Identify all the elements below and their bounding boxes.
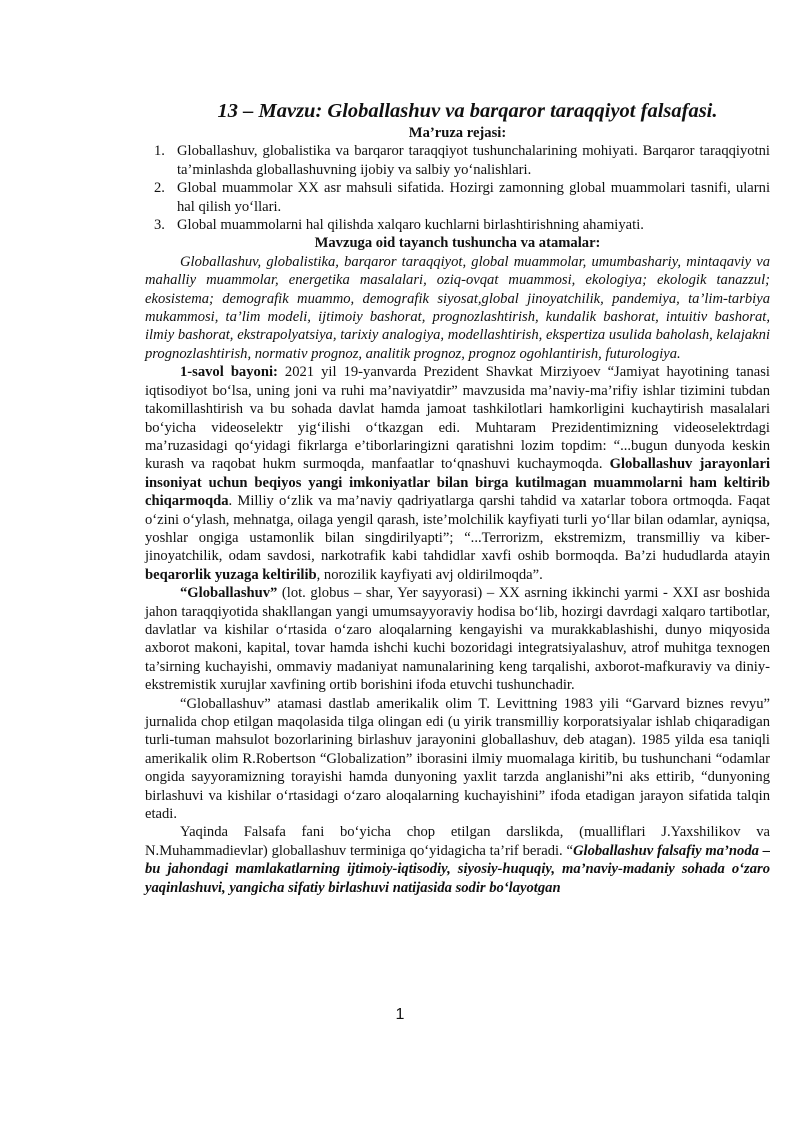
page-content <box>145 98 770 897</box>
paragraph-text: (lot. globus – shar, Yer sayyorasi) – XX asrning ikkinchi yarmi - XXI asr boshida jahon taraqqiyotida shakllangan yangi umumsayyoraviy hodisa bo‘lib, hozirgi davrdagi xalqaro tartibotlar, davlatlar va kishilar o‘rtasida o‘zaro aloqalarning kengayishi va murakkablashishi, dunyo miqyosida axborot makoni, kapital, tovar hamda ishchi kuchi bozoridagi integratsiyalashuv, atrof muhitga texnogen ta’sirning kuchayishi, ommaviy madaniyat namunalarining keng tarqalishi, axborot-mafkuraviy va diniy-ekstremistik xurujlar xavfining ortib borishini ifoda etuvchi tushunchadir. <box>145 585 770 694</box>
plan-item-number: 2. <box>154 180 165 197</box>
plan-heading: Ma’ruza rejasi: <box>408 125 507 141</box>
plan-item-text: Global muammolarni hal qilishda xalqaro kuchlarni birlashtirishning ahamiyati. <box>177 217 644 234</box>
bold-quote: Globallashuv jarayonlari insoniyat uchun beqiyos yangi imkoniyatlar bilan birga kutilmagan muammolarni ham keltirib chiqarmoqda <box>145 456 770 510</box>
question-1-paragraph <box>145 363 770 584</box>
paragraph-text: , norozilik kayfiyati avj oldirilmoqda”. <box>316 566 543 583</box>
paragraph-text: Yaqinda Falsafa fani bo‘yicha chop etilgan darslikda, (mualliflari J.Yaxshilikov va N.Muhammadievlar) globallashuv terminiga qo‘yidagicha ta’rif beradi. “ <box>145 824 770 859</box>
term-lead: “Globallashuv” <box>180 585 278 602</box>
plan-item-number: 3. <box>154 217 165 234</box>
lecture-title: 13 – Mavzu: Globallashuv va barqaror taraqqiyot falsafasi. <box>217 100 718 122</box>
globalization-definition-paragraph <box>145 584 770 694</box>
plan-item-text: Globallashuv, globalistika va barqaror taraqqiyot tushunchalarining mohiyati. Barqaror taraqqiyotni ta’minlashda globallashuvning ijobiy va salbiy yo‘nalishlari. <box>177 143 770 178</box>
plan-item <box>145 142 770 179</box>
plan-item <box>145 179 770 216</box>
definition-quote: Globallashuv falsafiy ma’noda – bu jahondagi mamlakatlarning ijtimoiy-iqtisodiy, siyosiy-huquqiy, ma’naviy-madaniy sohada o‘zaro yaqinlashuvi, yangicha sifatiy birlashuvi natijasida sodir bo‘layotgan <box>145 842 771 896</box>
plan-item-text: Global muammolar XX asr mahsuli sifatida. Hozirgi zamonning global muammolari tasnifi, ularni hal qilish yo‘llari. <box>177 180 770 215</box>
plan-item <box>145 216 770 234</box>
paragraph-text: . Milliy o‘zlik va ma’naviy qadriyatlarga qarshi tahdid va xatarlar tobora ortmoqda. Faqat o‘zini o‘ylash, mehnatga, oilaga yengil qarash, iste’molchilik kayfiyati turli yo‘llar bilan odamlar, ayniqsa, yoshlar ongiga ustamonlik bilan singdirilyapti”; “...Terrorizm, ekstremizm, transmilliy va kiber-jinoyatchilik, odam savdosi, narkotrafik kabi tahdidlar xavfi oshib bormoqda. Ba’zi hududlarda atayin <box>145 493 770 565</box>
bold-phrase: beqarorlik yuzaga keltirilib <box>145 566 317 583</box>
question-1-lead: 1-savol bayoni: <box>180 364 278 381</box>
terms-heading: Mavzuga oid tayanch tushuncha va atamalar: <box>314 235 601 252</box>
terms-paragraph: Globallashuv, globalistika, barqaror taraqqiyot, global muammolar, umumbashariy, mintaqaviy va mahalliy muammolar, energetika masalalari, oziq-ovqat muammosi, ekologiya; ekologik tanazzul; ekosistema; demografik muammo, demografik siyosat,global jinoyatchilik, pandemiya, ta’lim-tarbiya mukammosi, ta’lim modeli, ijtimoiy bashorat, prognozlashtirish, kundalik bashorat, intuitiv bashorat, ilmiy bashorat, ekstrapolyatsiya, tarixiy analogiya, modellashtirish, ekspertiza usulida baholash, kelajakni prognozlashtirish, normativ prognoz, analitik prognoz, prognoz ogohlantirish, futurologiya. <box>145 253 770 362</box>
plan-item-number: 1. <box>154 143 165 160</box>
paragraph-text: 2021 yil 19-yanvarda Prezident Shavkat Mirziyoev “Jamiyat hayotining tanasi iqtisodiyot bo‘lsa, uning joni va ruhi ma’naviyatdir” mavzusida ma’naviy-ma’rifiy ishlar tizimini tubdan takomillashtirish va bu sohada davlat hamda jamoat tashkilotlari hamkorligini kuchaytirish masalalari bo‘yicha videoselektr yig‘ilishi o‘tkazgan edi. Muhtaram Prezidentimizning videoselektrdagi ma’ruzasidagi qo‘yidagi fikrlarga e’tiborlaringizni qaratishni lozim topdim: “...bugun dunyoda keskin kurash va raqobat hukm surmoqda, manfaatlar to‘qnashuvi kuchaymoqda. <box>145 364 770 473</box>
textbook-definition-paragraph <box>145 823 770 897</box>
plan-list <box>145 142 770 234</box>
term-history-paragraph: “Globallashuv” atamasi dastlab amerikalik olim T. Levittning 1983 yili “Garvard biznes revyu” jurnalida chop etilgan maqolasida tilga olingan edi (u yirik transmilliy korporatsiyalar ishlab chiqaradigan turli-tuman mahsulot bozorlarining birlashuv jarayonini globallashuv, deb atagan). 1985 yilda esa taniqli amerikalik olim R.Robertson “Globalization” iborasini ilmiy muomalaga kiritib, bu tushunchani “odamlar ongida sayyoramizning torayishi hamda dunyoning yaxlit tarzda anglanishi”ni aks ettirib, “dunyoning birlashuvi va kishilar o‘rtasidagi o‘zaro aloqalarning kuchayishini” ifoda etadigan jarayon sifatida talqin etadi. <box>145 695 770 823</box>
page-number: 1 <box>395 1006 405 1023</box>
